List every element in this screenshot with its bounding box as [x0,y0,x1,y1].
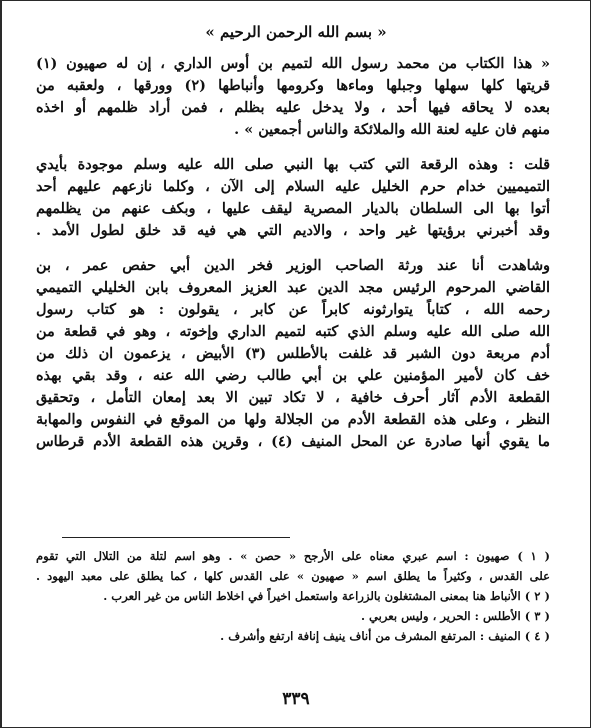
text-line: « هذا الكتاب من محمد رسول الله لتميم بن أوس الداري ، إن له صهيون (١) [36,55,550,72]
text-line: القاضي المرحوم الرئيس مجد الدين عبد العزيز المعروف بابن الخليلي التميمي [36,279,550,296]
footnote-separator [62,537,290,538]
text-line: رحمه الله ، كتاباً يتوارثونه كابراً عن كابر ، يقولون : هو كتاب رسول [36,301,550,318]
text-line: الله صلى الله عليه وسلم الذي كتبه لتميم الداري وإخوته ، وهو في قطعة من [36,323,550,340]
footnote-line: ( ١ ) صهيون : اسم عبري معناه على الأرجح « حصن » . وهو اسم لتلة من التلال التي تقوم [36,549,550,563]
text-line: قلت : وهذه الرقعة التي كتب بها النبي صلى الله عليه وسلم موجودة بأيدي [36,156,550,173]
text-line: ما يقوي أنها صادرة عن المحل المنيف (٤) ، وقرين هذه القطعة الأدم قرطاس [36,433,550,450]
footnote-line: على القدس ، وكثيراً ما يطلق اسم « صهيون » على القدس كلها ، كما يطلق على معبد اليهود . [36,569,550,583]
text-line: خف كان لأمير المؤمنين علي بن أبي طالب رضي الله عنه ، وقد بقي بهذه [36,367,550,384]
page-number: ٣٣٩ [282,689,310,709]
main-text [36,53,550,453]
text-line: التميميين خدام حرم الخليل عليه السلام إلى الآن ، وكلما نازعهم عليهم أحد [36,178,550,195]
text-line: النظر ، وعلى هذه القطعة الأدم من الجلالة ولها من الموقع في النفوس والمهابة [36,411,550,428]
text-line: القطعة الأدم آثار أحرف خافية ، لا تكاد تبين الا بعد إمعان التأمل ، وتحقيق [36,389,550,406]
text-line: قريتها كلها سهلها وجبلها وماءها وكرومها وأنباطها (٢) وورقها ، ولعقبه من [36,77,550,94]
text-line: بعده لا يحاقه فيها أحد ، ولا يدخل عليه بظلم ، فمن أراد ظلمهم أو اخذه [36,99,550,116]
footnote-line: ( ٢ ) الأنباط هنا بمعنى المشتغلون بالزراعة واستعمل اخيراً في اخلاط الناس من غير العرب . [103,589,550,603]
text-line: وشاهدت أنا عند ورثة الصاحب الوزير فخر الدين أبي حفص عمر ، بن [36,257,550,274]
footnotes [36,546,550,646]
text-line: أتوا بها الى السلطان بالديار المصرية ليقف عليها ، وبكف عنهم من يظلمهم [36,200,550,217]
basmala-heading: « بسم الله الرحمن الرحيم » [205,23,387,41]
paragraph-gap [36,141,550,154]
text-line: أدم مربعة دون الشبر قد غلفت بالأطلس (٣) الأبيض ، يزعمون ان ذلك من [36,345,550,362]
text-line: وقد أخبرني برؤيتها غير واحد ، والاديم التي هي فيه قد خلق لطول الأمد . [36,222,550,239]
paragraph-gap [36,242,550,255]
footnote-line: ( ٣ ) الأطلس : الحرير ، وليس بعربي . [360,609,550,623]
text-line: منهم فان عليه لعنة الله والملائكة والناس أجمعين » . [234,121,550,138]
footnote-line: ( ٤ ) المنيف : المرتفع المشرف من أناف ينيف إنافة ارتفع وأشرف . [220,629,550,643]
